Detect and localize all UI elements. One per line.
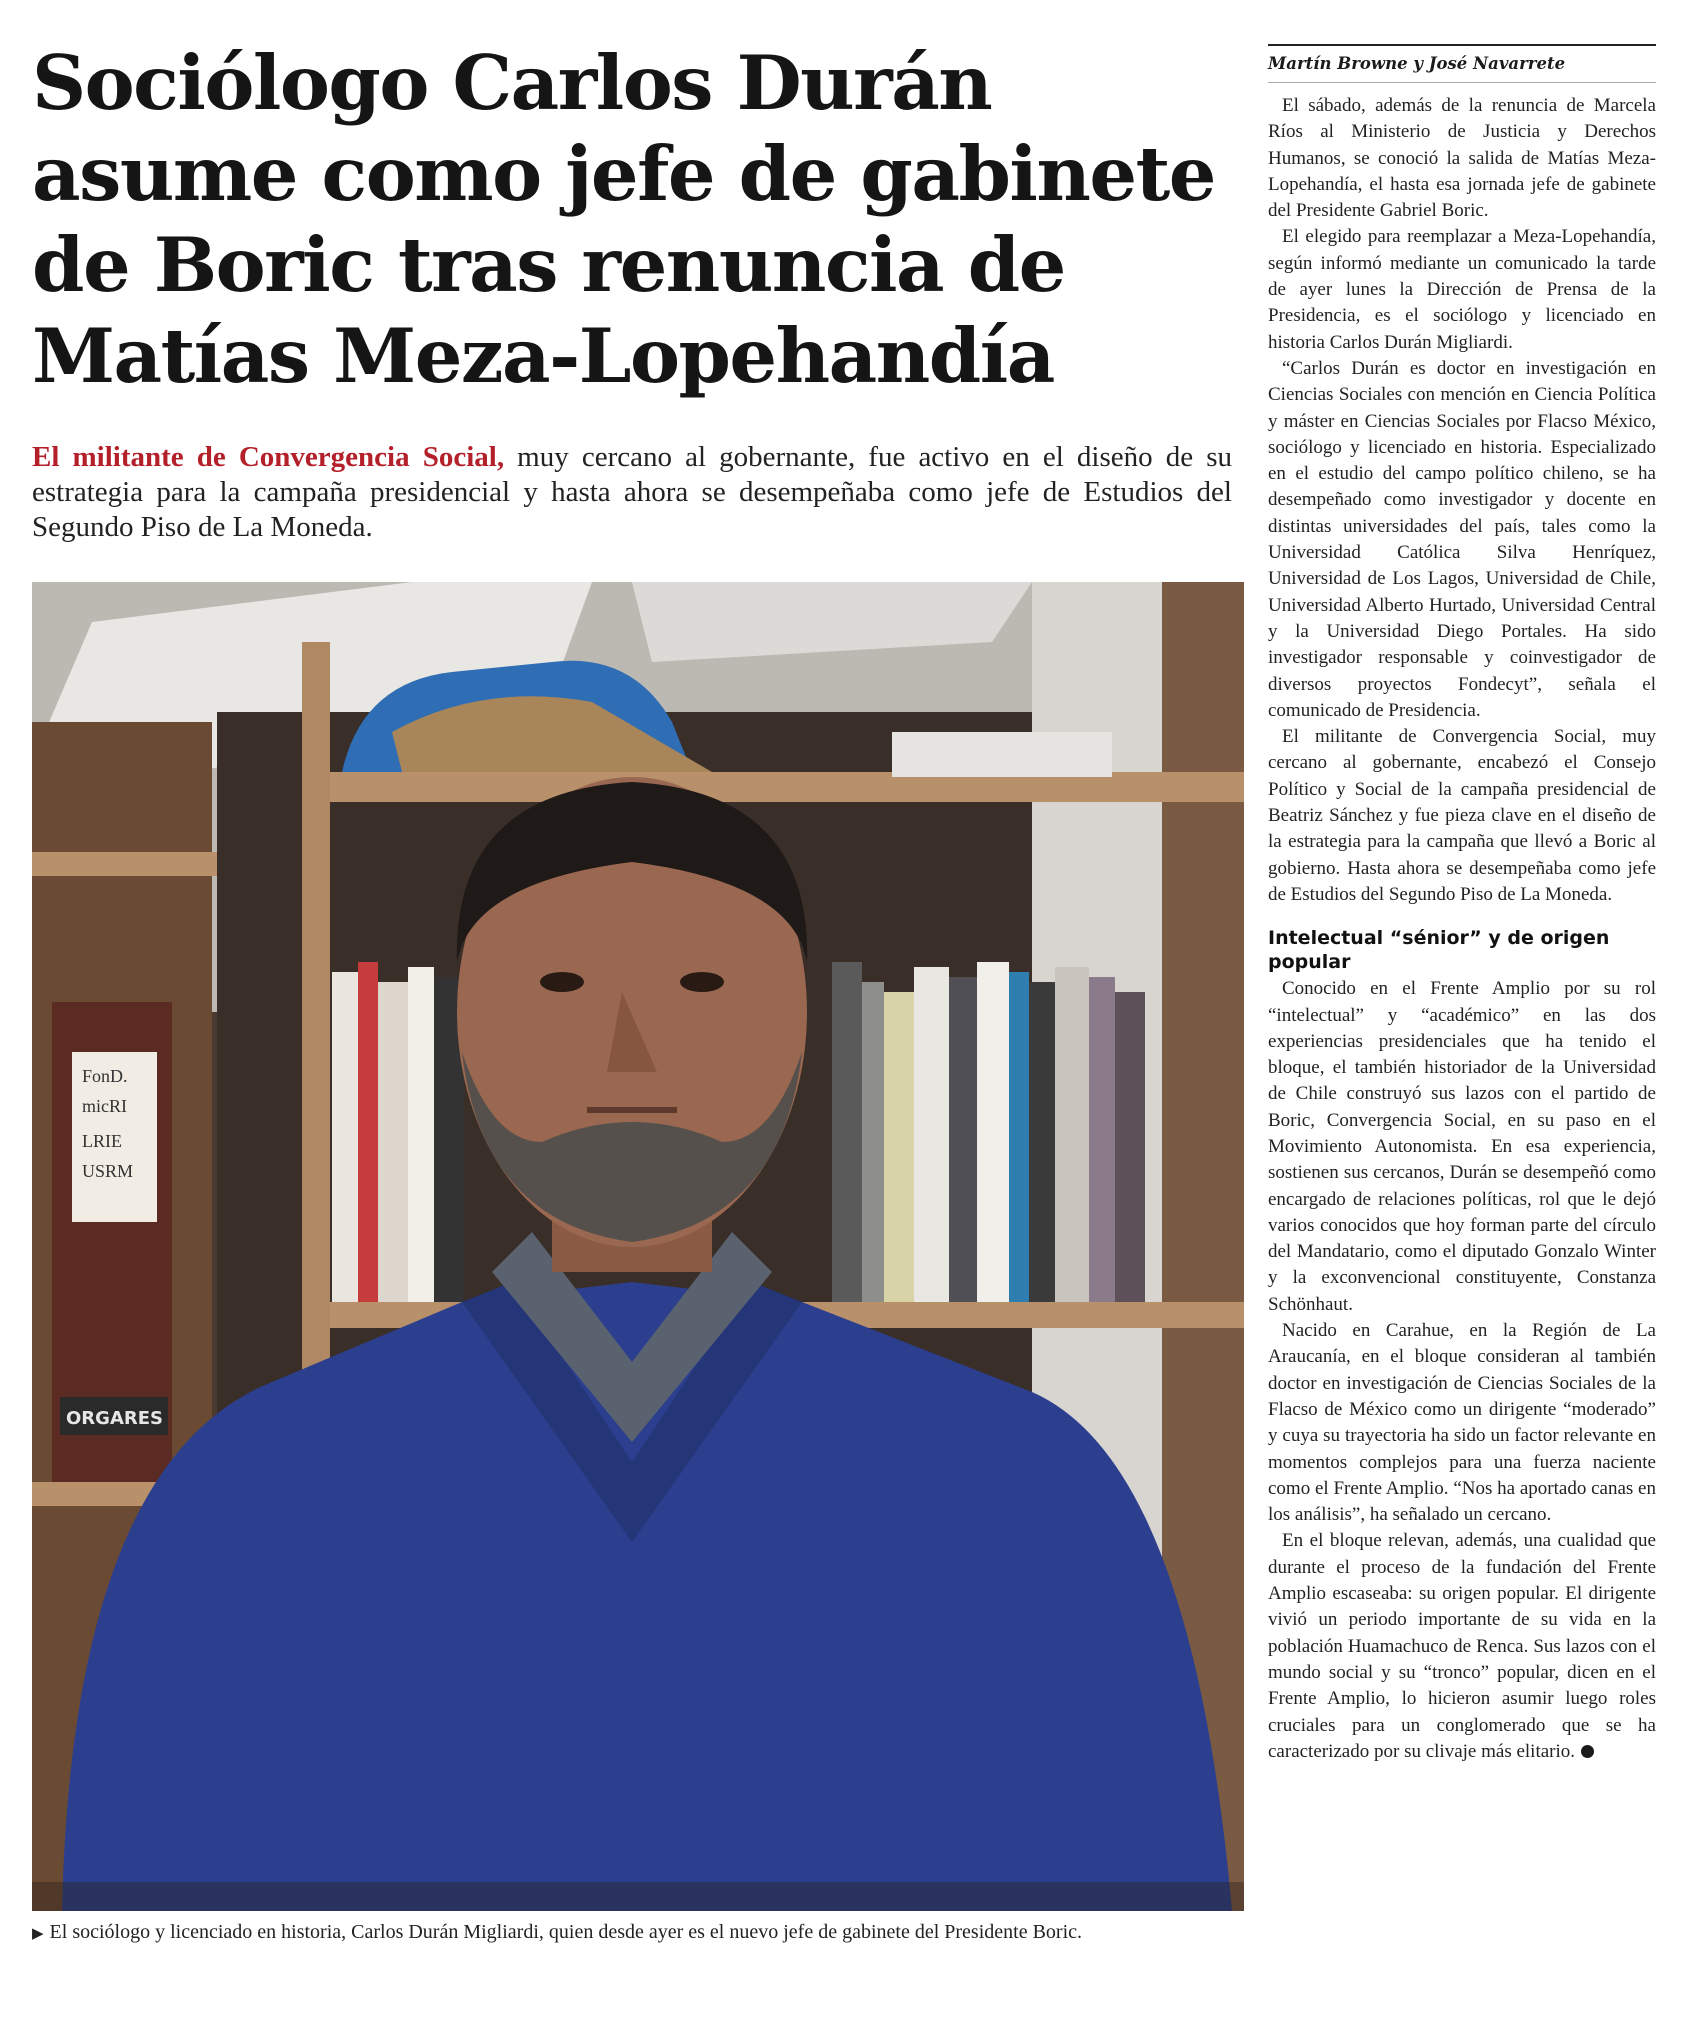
body-paragraph: El sábado, además de la renuncia de Marcela Ríos al Ministerio de Justicia y Derechos Humanos, se conoció la salida de Matías Meza-Lopehandía, el hasta esa jornada jefe de gabinete del Presidente Gabriel Boric. — [1268, 95, 1656, 222]
binder-spine-label: ORGARES — [66, 1408, 163, 1429]
body-paragraph: El elegido para reemplazar a Meza-Lopehandía, según informó mediante un comunicado la tarde de ayer lunes la Dirección de Prensa de la Presidencia, es el sociólogo y licenciado en historia Carlos Durán Migliardi. — [1268, 226, 1656, 353]
handwriting-4: USRM — [82, 1161, 134, 1181]
end-mark-icon — [1581, 1745, 1594, 1758]
handwriting-2: micRI — [82, 1096, 127, 1116]
section-subhead: Intelectual “sénior” y de origen popular — [1268, 927, 1610, 974]
article-body-column — [1268, 44, 1656, 1765]
photo-caption — [32, 1919, 1252, 1947]
lead-kicker: El militante de Convergencia Social, — [32, 441, 505, 473]
body-paragraph-text: En el bloque relevan, además, una cualidad que durante el proceso de la fundación del Frente Amplio escaseaba: su origen popular. El dirigente vivió un periodo importante de su vida en la población Huamachuco de Renca. Sus lazos con el mundo social y su “tronco” popular, dicen en el Frente Amplio, lo hicieron asumir luego roles cruciales para un conglomerado que se ha caracterizado por su clivaje más elitario. — [1268, 1530, 1656, 1762]
headline: Sociólogo Carlos Durán asume como jefe de gabinete de Boric tras renuncia de Matías Meza-Lopehandía — [32, 39, 1216, 400]
body-paragraph: El militante de Convergencia Social, muy cercano al gobernante, encabezó el Consejo Político y Social de la campaña presidencial de Beatriz Sánchez y fue pieza clave en el diseño de la estrategia para la campaña que llevó a Boric al gobierno. Hasta ahora se desempeñaba como jefe de Estudios del Segundo Piso de La Moneda. — [1268, 726, 1656, 905]
body-paragraph-last — [1268, 1528, 1656, 1765]
caption-text: El sociólogo y licenciado en historia, Carlos Durán Migliardi, quien desde ayer es el nuevo jefe de gabinete del Presidente Boric. — [49, 1921, 1083, 1943]
books-right — [832, 962, 1145, 1302]
body-paragraph: “Carlos Durán es doctor en investigación en Ciencias Sociales con mención en Ciencia Política y máster en Ciencias Sociales por Flacso México, sociólogo y licenciado en historia. Especializado en el estudio del campo político chileno, se ha desempeñado como investigador y docente en distintas universidades del país, tales como la Universidad Católica Silva Henríquez, Universidad de Los Lagos, Universidad de Chile, Universidad Alberto Hurtado, Universidad Central y la Universidad Diego Portales. Ha sido investigador responsable y coinvestigador de diversos proyectos Fondecyt”, señala el comunicado de Presidencia. — [1268, 357, 1656, 721]
article-photo — [32, 582, 1244, 1911]
handwriting-1: FonD. — [82, 1066, 128, 1086]
caption-triangle-icon: ▶ — [32, 1926, 44, 1942]
byline: Martín Browne y José Navarrete — [1268, 44, 1656, 83]
handwriting-3: LRIE — [82, 1131, 122, 1151]
lead-text: muy cercano al gobernante, fue activo en el diseño de su estrategia para la campaña presidencial y hasta ahora se desempeñaba como jefe de Estudios del Segundo Piso de La Moneda. — [32, 441, 1232, 543]
lead-paragraph — [32, 440, 1232, 545]
books-left — [332, 962, 464, 1302]
body-paragraph: Conocido en el Frente Amplio por su rol “intelectual” y “académico” en las dos experiencias presidenciales que ha tenido el bloque, el también historiador de la Universidad de Chile construyó sus lazos con el partido de Boric, Convergencia Social, en su paso en el Movimiento Autonomista. En esa experiencia, sostienen sus cercanos, Durán se desempeñó como encargado de relaciones políticas, rol que le dejó varios conocidos que hoy forman parte del círculo del Mandatario, como el diputado Gonzalo Winter y la exconvencional constituyente, Constanza Schönhaut. — [1268, 978, 1656, 1315]
body-paragraph: Nacido en Carahue, en la Región de La Araucanía, en el bloque consideran al también doctor en investigación de Ciencias Sociales de la Flacso de México como un dirigente “moderado” y cuya su trayectoria ha sido un factor relevante en momentos complejos para una fuerza naciente como el Frente Amplio. “Nos ha aportado canas en los análisis”, ha señalado un cercano. — [1268, 1320, 1656, 1526]
